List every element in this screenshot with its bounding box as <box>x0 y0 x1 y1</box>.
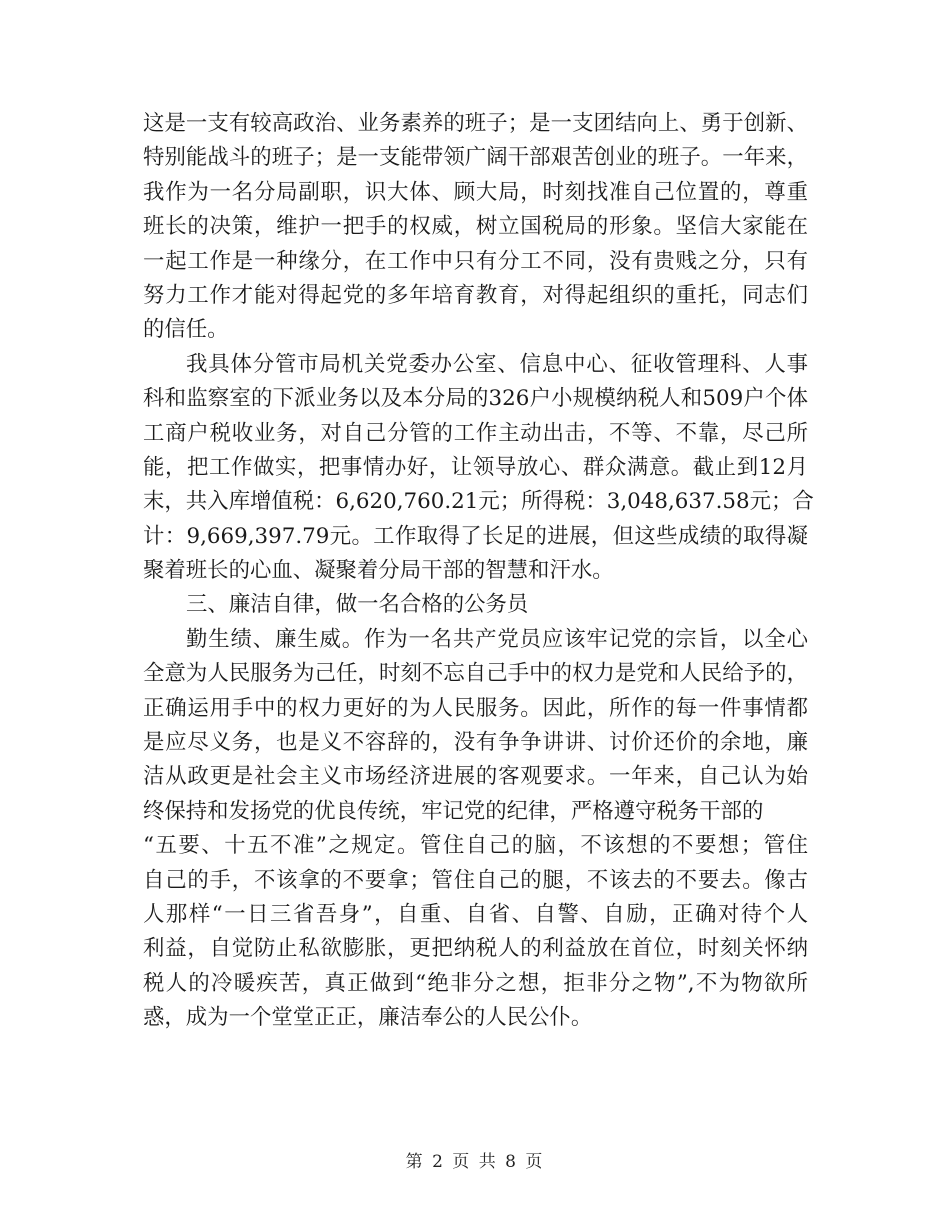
text-line: 班长的决策，维护一把手的权威，树立国税局的形象。坚信大家能在 <box>143 214 808 240</box>
text-line: 惑，成为一个堂堂正正，廉洁奉公的人民公仆。 <box>143 1005 593 1031</box>
section-heading-text: 三、廉洁自律，做一名合格的公务员 <box>186 592 529 618</box>
text-line: 特别能战斗的班子；是一支能带领广阔干部艰苦创业的班子。一年来， <box>143 145 808 171</box>
text-line: 利益，自觉防止私欲膨胀，更把纳税人的利益放在首位，时刻关怀纳 <box>143 936 808 962</box>
text-line: 是应尽义务，也是义不容辞的，没有争争讲讲、讨价还价的余地，廉 <box>143 730 808 756</box>
text-line: 终保持和发扬党的优良传统，牢记党的纪律，严格遵守税务干部的 <box>143 798 764 824</box>
page-number-footer: 第 2 页 共 8 页 <box>405 1152 545 1172</box>
text-line: 税人的冷暖疾苦，真正做到“绝非分之想，拒非分之物”,不为物欲所 <box>143 970 808 996</box>
text-line: 工商户税收业务，对自己分管的工作主动出击，不等、不靠，尽己所 <box>143 420 808 446</box>
text-line: 能，把工作做实，把事情办好，让领导放心、群众满意。截止到12月 <box>143 454 808 480</box>
text-line: “五要、十五不准”之规定。管住自己的脑，不该想的不要想；管住 <box>143 833 808 859</box>
text-line: 努力工作才能对得起党的多年培育教育，对得起组织的重托，同志们 <box>143 282 808 308</box>
text-line: 我作为一名分局副职，识大体、顾大局，时刻找准自己位置的，尊重 <box>143 179 808 205</box>
text-line: 正确运用手中的权力更好的为人民服务。因此，所作的每一件事情都 <box>143 695 808 721</box>
paragraph-integrity <box>143 623 808 1036</box>
text-line: 科和监察室的下派业务以及本分局的326户小规模纳税人和509户个体 <box>143 386 808 412</box>
text-line: 这是一支有较高政治、业务素养的班子；是一支团结向上、勇于创新、 <box>143 111 808 136</box>
section-heading <box>143 588 808 622</box>
paragraph-duties <box>143 348 814 589</box>
paragraph-team <box>143 107 808 348</box>
text-line: 人那样“一日三省吾身”，自重、自省、自警、自励，正确对待个人 <box>143 901 808 927</box>
text-line: 末，共入库增值税：6,620,760.21元；所得税：3,048,637.58元；合 <box>143 489 814 515</box>
text-line: 聚着班长的心血、凝聚着分局干部的智慧和汗水。 <box>143 558 614 584</box>
text-line: 的信任。 <box>143 317 229 343</box>
text-line: 自己的手，不该拿的不要拿；管住自己的腿，不该去的不要去。像古 <box>143 867 808 893</box>
text-line: 全意为人民服务为己任，时刻不忘自己手中的权力是党和人民给予的， <box>143 661 808 687</box>
text-line: 计：9,669,397.79元。工作取得了长足的进展，但这些成绩的取得凝 <box>143 523 808 549</box>
text-line: 勤生绩、廉生威。作为一名共产党员应该牢记党的宗旨，以全心 <box>186 626 808 652</box>
document-page <box>143 107 814 1036</box>
text-line: 洁从政更是社会主义市场经济进展的客观要求。一年来，自己认为始 <box>143 764 808 790</box>
text-line: 一起工作是一种缘分，在工作中只有分工不同，没有贵贱之分，只有 <box>143 248 808 274</box>
text-line: 我具体分管市局机关党委办公室、信息中心、征收管理科、人事 <box>186 351 808 377</box>
